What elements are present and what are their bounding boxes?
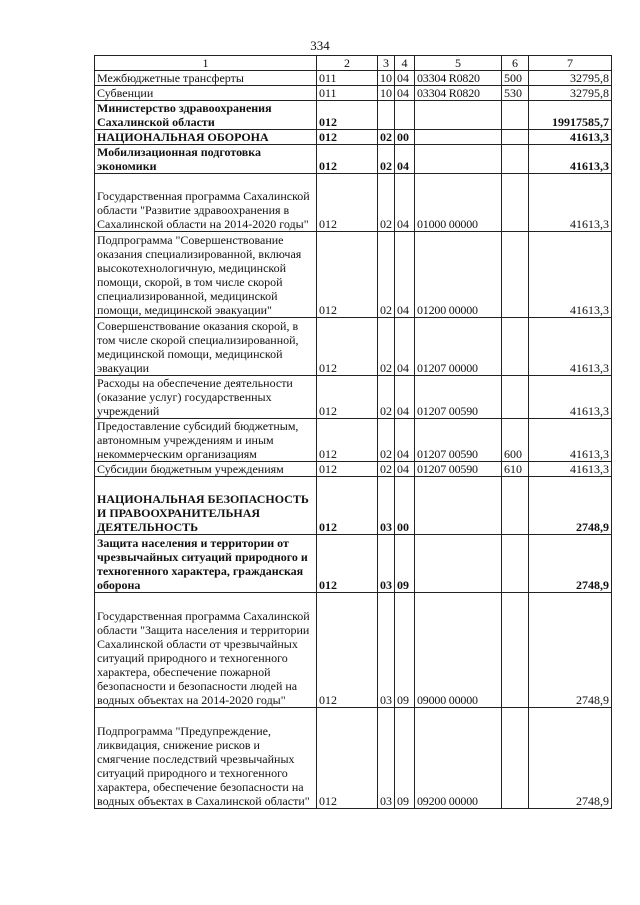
row-section-cell: 02 [378,419,395,462]
row-expense-type-cell [502,101,529,130]
row-subsection-cell: 09 [395,708,415,809]
row-name-cell: Подпрограмма "Совершенствование оказания специализированной, включая высокотехнологичную, медицинской помощи, скорой, в том числе скорой специализированной, медицинской помощи, медицинской эвакуации" [95,232,317,318]
row-section-cell: 02 [378,462,395,477]
row-section-cell: 10 [378,86,395,101]
row-code-cell: 012 [317,593,378,708]
row-code-cell: 012 [317,462,378,477]
table-row [95,232,612,318]
row-name-cell: Субсидии бюджетным учреждениям [95,462,317,477]
row-sum-cell: 2748,9 [529,708,612,809]
table-row [95,708,612,809]
row-expense-type-cell: 530 [502,86,529,101]
row-sum-cell: 41613,3 [529,419,612,462]
row-code-cell: 012 [317,477,378,535]
header-cell: 1 [95,56,317,71]
header-cell: 7 [529,56,612,71]
row-section-cell: 02 [378,376,395,419]
row-section-cell: 02 [378,232,395,318]
table-row [95,376,612,419]
table-row [95,419,612,462]
table-row [95,593,612,708]
row-name-cell: Расходы на обеспечение деятельности (оказание услуг) государственных учреждений [95,376,317,419]
row-sum-cell: 19917585,7 [529,101,612,130]
row-sum-cell: 41613,3 [529,174,612,232]
row-sum-cell: 2748,9 [529,535,612,593]
row-name-cell: Субвенции [95,86,317,101]
row-code-cell: 012 [317,101,378,130]
row-name-cell: НАЦИОНАЛЬНАЯ ОБОРОНА [95,130,317,145]
row-section-cell: 03 [378,535,395,593]
row-sum-cell: 32795,8 [529,86,612,101]
row-target-item-cell: 03304 R0820 [415,86,502,101]
table-row [95,462,612,477]
row-expense-type-cell [502,708,529,809]
header-cell: 4 [395,56,415,71]
row-name-cell: Совершенствование оказания скорой, в том числе скорой специализированной, медицинской помощи, медицинской эвакуации [95,318,317,376]
row-subsection-cell: 04 [395,462,415,477]
row-name-cell: Мобилизационная подготовка экономики [95,145,317,174]
row-target-item-cell: 01200 00000 [415,232,502,318]
row-code-cell: 012 [317,174,378,232]
row-code-cell: 012 [317,232,378,318]
row-subsection-cell: 04 [395,419,415,462]
table-body [95,56,612,809]
row-section-cell: 03 [378,477,395,535]
row-subsection-cell: 04 [395,318,415,376]
row-sum-cell: 41613,3 [529,145,612,174]
row-target-item-cell: 09000 00000 [415,593,502,708]
header-cell: 6 [502,56,529,71]
row-subsection-cell: 04 [395,376,415,419]
page-number: 334 [310,38,330,53]
row-target-item-cell: 01207 00590 [415,419,502,462]
row-subsection-cell: 04 [395,86,415,101]
table-row [95,86,612,101]
row-section-cell: 02 [378,318,395,376]
row-sum-cell: 2748,9 [529,593,612,708]
row-code-cell: 012 [317,145,378,174]
row-subsection-cell: 09 [395,535,415,593]
row-code-cell: 012 [317,130,378,145]
row-target-item-cell [415,535,502,593]
row-expense-type-cell [502,318,529,376]
row-name-cell: Межбюджетные трансферты [95,71,317,86]
table-row [95,535,612,593]
row-target-item-cell: 01000 00000 [415,174,502,232]
row-subsection-cell: 04 [395,71,415,86]
table-row [95,318,612,376]
row-target-item-cell: 01207 00590 [415,462,502,477]
row-sum-cell: 41613,3 [529,318,612,376]
row-expense-type-cell [502,232,529,318]
row-code-cell: 012 [317,419,378,462]
row-target-item-cell [415,130,502,145]
row-section-cell [378,101,395,130]
row-subsection-cell: 09 [395,593,415,708]
row-name-cell: Подпрограмма "Предупреждение, ликвидация, снижение рисков и смягчение последствий чрезвычайных ситуаций природного и техногенного характера, обеспечение безопасности на водных объектах в Сахалинской области" [95,708,317,809]
header-cell: 2 [317,56,378,71]
table-row [95,130,612,145]
row-sum-cell: 41613,3 [529,130,612,145]
table-row [95,101,612,130]
row-code-cell: 011 [317,86,378,101]
row-subsection-cell: 00 [395,130,415,145]
row-target-item-cell: 01207 00590 [415,376,502,419]
row-name-cell: Защита населения и территории от чрезвычайных ситуаций природного и техногенного характера, гражданская оборона [95,535,317,593]
row-sum-cell: 2748,9 [529,477,612,535]
header-cell: 3 [378,56,395,71]
row-sum-cell: 41613,3 [529,232,612,318]
row-target-item-cell [415,101,502,130]
row-name-cell: Министерство здравоохранения Сахалинской области [95,101,317,130]
header-cell: 5 [415,56,502,71]
row-name-cell: НАЦИОНАЛЬНАЯ БЕЗОПАСНОСТЬ И ПРАВООХРАНИТЕЛЬНАЯ ДЕЯТЕЛЬНОСТЬ [95,477,317,535]
row-code-cell: 012 [317,708,378,809]
row-code-cell: 012 [317,318,378,376]
row-expense-type-cell: 600 [502,419,529,462]
table-row [95,145,612,174]
row-target-item-cell: 03304 R0820 [415,71,502,86]
table-row [95,71,612,86]
row-subsection-cell: 00 [395,477,415,535]
budget-table [94,55,612,809]
row-code-cell: 011 [317,71,378,86]
row-section-cell: 03 [378,593,395,708]
row-expense-type-cell [502,174,529,232]
row-sum-cell: 41613,3 [529,462,612,477]
row-expense-type-cell [502,145,529,174]
row-name-cell: Предоставление субсидий бюджетным, автономным учреждениям и иным некоммерческим организациям [95,419,317,462]
row-section-cell: 02 [378,130,395,145]
row-code-cell: 012 [317,535,378,593]
row-target-item-cell: 01207 00000 [415,318,502,376]
row-expense-type-cell [502,376,529,419]
row-expense-type-cell: 500 [502,71,529,86]
table-row [95,174,612,232]
row-target-item-cell [415,477,502,535]
row-name-cell: Государственная программа Сахалинской области "Защита населения и территории Сахалинской области от чрезвычайных ситуаций природного и техногенного характера, обеспечение пожарной безопасности и безопасности людей на водных объектах на 2014-2020 годы" [95,593,317,708]
row-section-cell: 02 [378,145,395,174]
row-sum-cell: 32795,8 [529,71,612,86]
header-row [95,56,612,71]
row-section-cell: 03 [378,708,395,809]
row-expense-type-cell [502,130,529,145]
table-row [95,477,612,535]
row-expense-type-cell [502,477,529,535]
row-expense-type-cell [502,593,529,708]
row-target-item-cell [415,145,502,174]
row-subsection-cell: 04 [395,145,415,174]
row-expense-type-cell [502,535,529,593]
row-subsection-cell [395,101,415,130]
row-sum-cell: 41613,3 [529,376,612,419]
row-target-item-cell: 09200 00000 [415,708,502,809]
row-section-cell: 02 [378,174,395,232]
row-code-cell: 012 [317,376,378,419]
row-name-cell: Государственная программа Сахалинской области "Развитие здравоохранения в Сахалинской области на 2014-2020 годы" [95,174,317,232]
row-expense-type-cell: 610 [502,462,529,477]
row-section-cell: 10 [378,71,395,86]
row-subsection-cell: 04 [395,232,415,318]
row-subsection-cell: 04 [395,174,415,232]
